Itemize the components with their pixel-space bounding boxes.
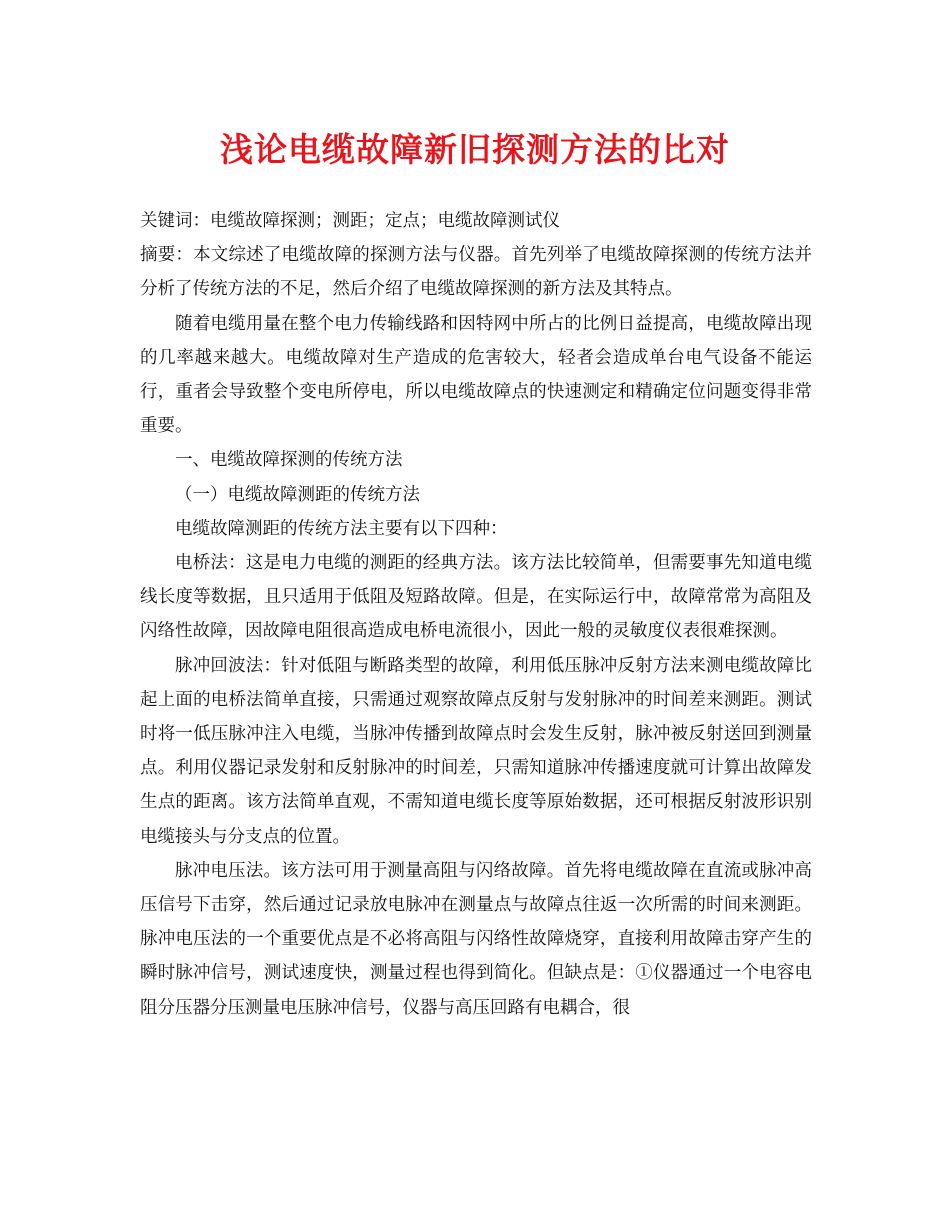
document-body [140,204,812,1025]
pulse-echo-paragraph: 脉冲回波法：针对低阻与断路类型的故障，利用低压脉冲反射方法来测电缆故障比起上面的电桥法简单直接，只需通过观察故障点反射与发射脉冲的时间差来测距。测试时将一低压脉冲注入电缆，当脉冲传播到故障点时会发生反射，脉冲被反射送回到测量点。利用仪器记录发射和反射脉冲的时间差，只需知道脉冲传播速度就可计算出故障发生点的距离。该方法简单直观，不需知道电缆长度等原始数据，还可根据反射波形识别电缆接头与分支点的位置。 [140,655,812,847]
subsection-heading-1: （一）电缆故障测距的传统方法 [175,484,420,505]
abstract-paragraph: 摘要：本文综述了电缆故障的探测方法与仪器。首先列举了电缆故障探测的传统方法并分析了传统方法的不足，然后介绍了电缆故障探测的新方法及其特点。 [140,245,812,300]
intro-paragraph: 随着电缆用量在整个电力传输线路和因特网中所占的比例日益提高，电缆故障出现的几率越来越大。电缆故障对生产造成的危害较大，轻者会造成单台电气设备不能运行，重者会导致整个变电所停电，所以电缆故障点的快速测定和精确定位问题变得非常重要。 [140,313,812,437]
pulse-voltage-paragraph: 脉冲电压法。该方法可用于测量高阻与闪络故障。首先将电缆故障在直流或脉冲高压信号下击穿，然后通过记录放电脉冲在测量点与故障点往返一次所需的时间来测距。脉冲电压法的一个重要优点是不必将高阻与闪络性故障烧穿，直接利用故障击穿产生的瞬时脉冲信号，测试速度快，测量过程也得到简化。但缺点是：①仪器通过一个电容电阻分压器分压测量电压脉冲信号，仪器与高压回路有电耦合，很 [140,860,812,1018]
keywords-line: 关键词：电缆故障探测；测距；定点；电缆故障测试仪 [140,211,560,231]
methods-intro-paragraph: 电缆故障测距的传统方法主要有以下四种： [175,518,508,539]
bridge-method-paragraph: 电桥法：这是电力电缆的测距的经典方法。该方法比较简单，但需要事先知道电缆线长度等数据，且只适用于低阻及短路故障。但是，在实际运行中，故障常常为高阻及闪络性故障，因故障电阻很高造成电桥电流很小，因此一般的灵敏度仪表很难探测。 [140,553,812,642]
section-heading-1: 一、电缆故障探测的传统方法 [175,450,403,471]
document-title: 浅论电缆故障新旧探测方法的比对 [220,130,730,169]
